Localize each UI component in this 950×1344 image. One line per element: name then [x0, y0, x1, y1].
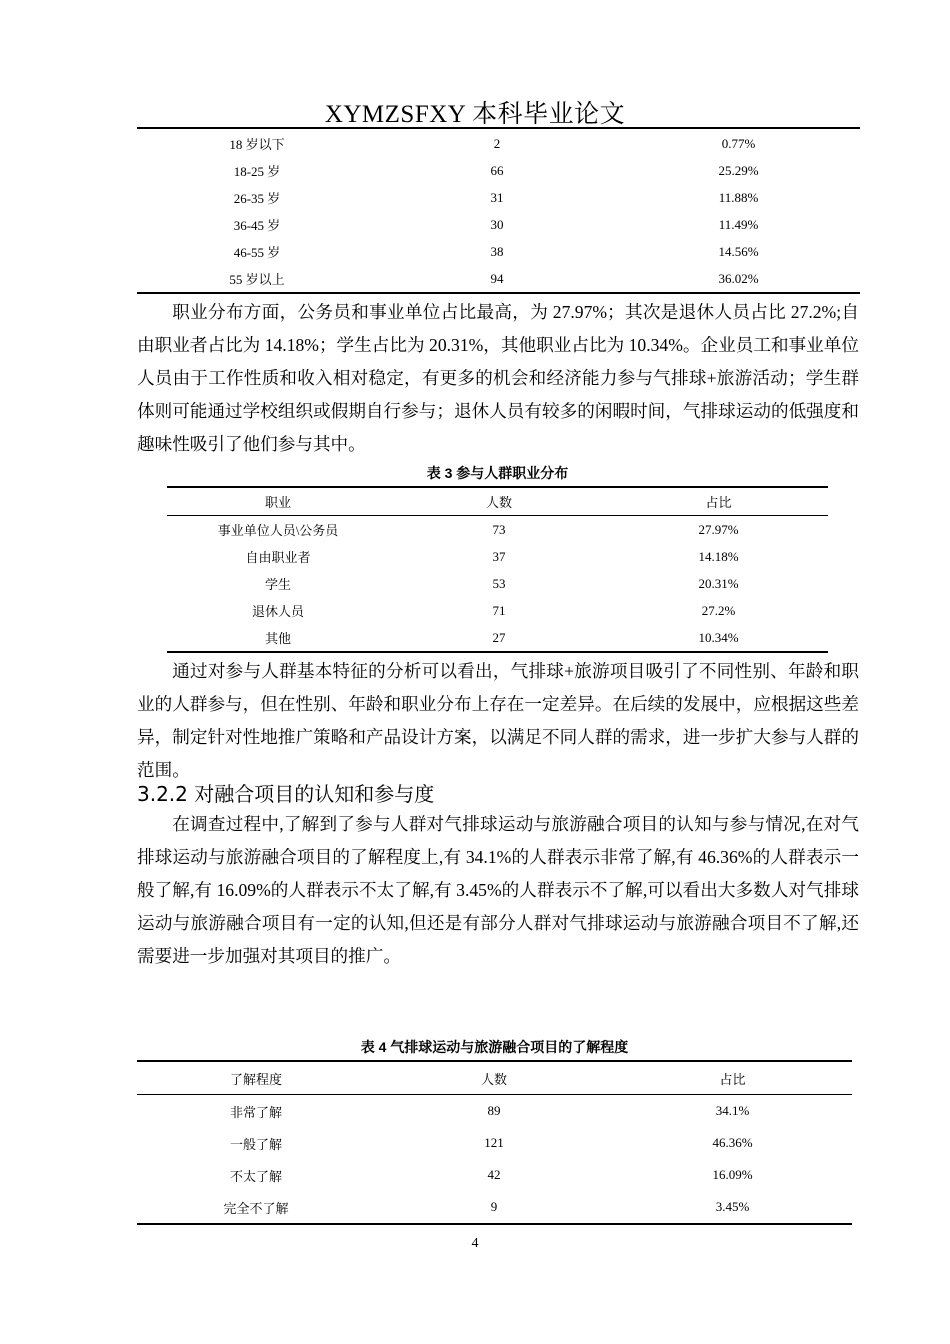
table-cell: 38 [490, 243, 504, 259]
table-row [137, 1159, 852, 1191]
table-header-row [137, 1061, 852, 1095]
table-cell: 事业单位人员\公务员 [217, 523, 339, 538]
table-cell: 其他 [167, 624, 389, 652]
paragraph-summary: 通过对参与人群基本特征的分析可以看出，气排球+旅游项目吸引了不同性别、年龄和职业的人群参与，但在性别、年龄和职业分布上存在一定差异。在后续的发展中，应根据这些差异，制定针对性地推广策略和产品设计方案，以满足不同人群的需求，进一步扩大参与人群的范围。 [137, 661, 859, 780]
page-number: 4 [471, 1236, 479, 1251]
paragraph-awareness: 在调查过程中,了解到了参与人群对气排球运动与旅游融合项目的认知与参与情况,在对气排球运动与旅游融合项目的了解程度上,有 34.1%的人群表示非常了解,有 46.36%的人群表示一般了解,有 16.09%的人群表示不太了解,有 3.45%的人群表示不了解,可以看出大多数人对气排球运动与旅游融合项目有一定的认知,但还是有部分人群对气排球运动与旅游融合项目不了解,还需要进一步加强对其项目的推广。 [137, 814, 859, 966]
table-cell: 27.2% [701, 602, 736, 618]
table-cell: 学生 [264, 577, 291, 592]
table-cell: 14.56% [718, 243, 759, 259]
table-cell: 36.02% [617, 265, 860, 293]
occupation-table [167, 486, 828, 653]
header-rule [137, 127, 860, 129]
table-cell: 27 [389, 624, 609, 652]
table-cell: 10.34% [609, 624, 828, 652]
table-cell: 94 [377, 265, 617, 293]
table-header-cell: 人数 [389, 487, 609, 516]
page-header-title: XYMZSFXY 本科毕业论文 [324, 101, 626, 128]
table-cell: 不太了解 [229, 1168, 282, 1184]
table-row [137, 157, 860, 184]
table-cell: 3.45% [613, 1191, 852, 1224]
table-cell: 26-35 岁 [233, 191, 281, 206]
table-cell: 18-25 岁 [233, 164, 281, 179]
table-cell: 42 [487, 1167, 501, 1182]
table-cell: 退休人员 [251, 604, 304, 619]
table-cell: 46.36% [712, 1135, 753, 1150]
table-row [167, 597, 828, 624]
table-cell: 31 [490, 189, 504, 205]
table-row [137, 265, 860, 293]
table-header-cell: 职业 [167, 487, 389, 516]
table-cell: 66 [490, 162, 504, 178]
table-row [167, 570, 828, 597]
section-heading: 3.2.2 对融合项目的认知和参与度 [137, 782, 435, 806]
table-cell: 53 [492, 575, 506, 591]
table-cell: 11.49% [718, 216, 759, 232]
table-cell: 14.18% [698, 548, 739, 564]
table-cell: 25.29% [718, 162, 759, 178]
table-row [167, 516, 828, 544]
awareness-table [137, 1060, 852, 1225]
table-header-cell: 占比 [609, 487, 828, 516]
table-header-cell: 了解程度 [137, 1061, 375, 1095]
table-cell: 0.77% [721, 135, 756, 151]
table-cell: 2 [493, 135, 501, 151]
table-row [137, 130, 860, 157]
table-cell: 30 [490, 216, 504, 232]
age-distribution-table [137, 130, 860, 294]
table-header-row [167, 487, 828, 516]
table-cell: 18 岁以下 [229, 137, 285, 152]
table-cell: 121 [484, 1135, 504, 1150]
table-row [137, 238, 860, 265]
table-cell: 11.88% [718, 189, 759, 205]
paragraph-occupation: 职业分布方面，公务员和事业单位占比最高，为 27.97%；其次是退休人员占比 27.2%;自由职业者占比为 14.18%；学生占比为 20.31%，其他职业占比为 10.34%。企业员工和事业单位人员由于工作性质和收入相对稳定，有更多的机会和经济能力参与气排球+旅游活动；学生群体则可能通过学校组织或假期自行参与；退休人员有较多的闲暇时间，气排球运动的低强度和趣味性吸引了他们参与其中。 [137, 302, 859, 454]
table-header-cell: 占比 [613, 1061, 852, 1095]
table-cell: 36-45 岁 [233, 218, 281, 233]
table4-caption: 表 4 气排球运动与旅游融合项目的了解程度 [360, 1039, 629, 1055]
table-cell: 73 [492, 521, 506, 537]
table-cell: 55 岁以上 [137, 265, 377, 293]
table-cell: 46-55 岁 [233, 245, 281, 260]
table-cell: 71 [492, 602, 506, 618]
table-cell: 37 [492, 548, 506, 564]
table-cell: 自由职业者 [245, 550, 311, 565]
table-row [167, 624, 828, 652]
table-cell: 16.09% [712, 1167, 753, 1182]
table-cell: 34.1% [715, 1103, 750, 1118]
table-cell: 9 [375, 1191, 613, 1224]
table-cell: 89 [487, 1103, 501, 1118]
table-row [137, 1095, 852, 1128]
table3-caption: 表 3 参与人群职业分布 [426, 465, 569, 481]
table-row [137, 211, 860, 238]
table-cell: 完全不了解 [137, 1191, 375, 1224]
table-row [167, 543, 828, 570]
table-header-cell: 人数 [375, 1061, 613, 1095]
table-row [137, 1191, 852, 1224]
table-row [137, 184, 860, 211]
table-cell: 一般了解 [229, 1136, 282, 1152]
table-cell: 27.97% [698, 521, 739, 537]
table-cell: 20.31% [698, 575, 739, 591]
table-cell: 非常了解 [229, 1104, 282, 1120]
table-row [137, 1127, 852, 1159]
